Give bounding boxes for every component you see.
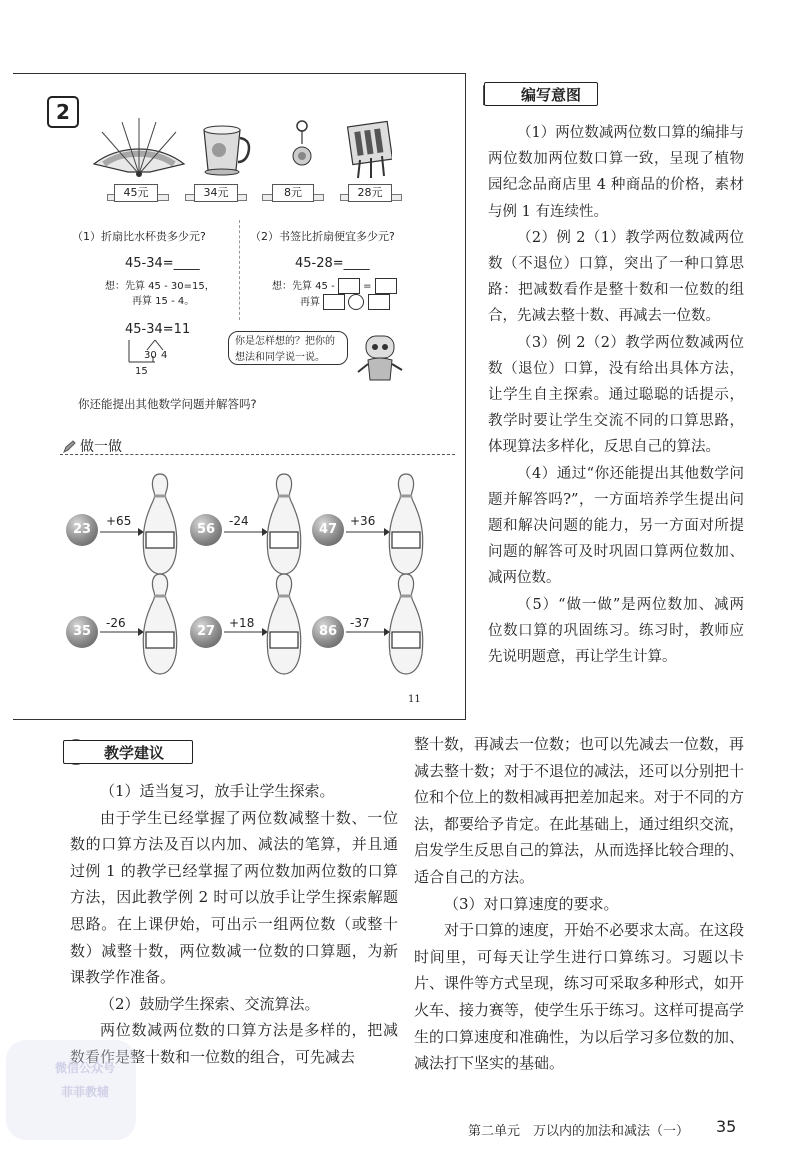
- robot-icon: [352, 330, 408, 388]
- question-2-hint-1: [272, 278, 397, 295]
- split-ones: 4: [161, 350, 168, 361]
- vertical-equation: 45-34=11: [125, 322, 191, 337]
- guide-title: 编写意图: [484, 82, 598, 106]
- question-2-hint-2: [300, 294, 390, 311]
- price-tag-fan: 45元: [114, 184, 158, 202]
- exercise-6-number: 86: [312, 616, 344, 648]
- split-tens: 30: [144, 350, 157, 361]
- price-tag-keychain: 8元: [272, 184, 314, 202]
- exercise-2-number: 56: [190, 514, 222, 546]
- price-tag-bookmark: 28元: [348, 184, 392, 202]
- suggestion-paragraph: 两位数减两位数的口算方法是多样的，把减数看作是整十数和一位数的组合，可先减去: [70, 1021, 398, 1066]
- do-it-divider: [60, 454, 455, 455]
- suggestion-paragraph: （3）对口算速度的要求。: [444, 894, 619, 913]
- bowling-pin-6: [389, 574, 423, 674]
- watermark-line-1: 微信公众号: [54, 1061, 115, 1075]
- bookmarks-icon: [348, 121, 392, 178]
- suggestion-title: 教学建议: [63, 740, 193, 764]
- suggestion-paragraph: 整十数，再减去一位数；也可以先减去一位数，再减去整十数；对于不退位的减法，还可以分别把十位和个位上的数相减再把差加起来。对于不同的方法，都要给予肯定。在此基础上，通过组织交流，启发学生反思自己的算法，从而选择比较合理的、适合自己的方法。: [414, 735, 745, 886]
- question-1-hint-2: 再算 15 - 4。: [132, 296, 195, 307]
- bowling-pin-4: [143, 574, 177, 674]
- guide-paragraph: （1）两位数减两位数口算的编排与两位数加两位数口算一致，呈现了植物园纪念品商店里 4 种商品的价格，素材与例 1 有连续性。: [488, 125, 744, 220]
- suggestion-paragraph: 对于口算的速度，开始不必要求太高。在这段时间里，可每天让学生进行口算练习。习题以卡片、课件等方式呈现，练习可采取多种形式，如开火车、接力赛等，使学生乐于练习。这样可提高学生的口算速度和准确性，为以后学习多位数的加、减法打下坚实的基础。: [414, 921, 745, 1073]
- bowling-pins-diagram: [60, 466, 460, 676]
- page-number: 35: [716, 1117, 737, 1136]
- bowling-pin-1: [143, 474, 177, 574]
- hint-text: 再算: [300, 297, 320, 308]
- hint-text: 想：先算 45 -: [272, 281, 335, 292]
- guide-text: [488, 120, 744, 670]
- chapter-title: 第二单元 万以内的加法和减法（一）: [468, 1124, 690, 1139]
- exercise-3-operation: +36: [350, 514, 376, 528]
- exercise-4-number: 35: [66, 616, 98, 648]
- answer-box: [338, 278, 360, 294]
- question-1-equation: 45-34=____: [125, 256, 200, 271]
- exercise-2-operation: -24: [229, 514, 249, 528]
- speech-bubble: 你是怎样想的？把你的想法和同学说一说。: [228, 331, 348, 365]
- exercise-1-operation: +65: [106, 514, 132, 528]
- pencil-icon: [62, 440, 76, 454]
- cup-icon: [204, 126, 249, 175]
- guide-paragraph: （3）例 2（2）教学两位数减两位数（退位）口算，没有给出具体方法，让学生自主探索。通过聪聪的话提示，教学时要让学生交流不同的口算思路，体现算法多样化，反思自己的算法。: [488, 334, 744, 456]
- suggestion-right-column: [414, 731, 744, 1077]
- operator-circle: [348, 294, 364, 310]
- question-2: （2）书签比折扇便宜多少元?: [250, 230, 395, 243]
- exercise-4-operation: -26: [106, 616, 126, 630]
- guide-paragraph: （4）通过“你还能提出其他数学问题并解答吗?”，一方面培养学生提出问题和解决问题的能力，另一方面对所提问题的解答可及时巩固口算两位数加、减两位数。: [488, 465, 744, 587]
- partial-result: 15: [135, 366, 148, 377]
- keychain-icon: [293, 121, 311, 165]
- suggestion-left-column: [70, 778, 398, 1071]
- question-2-equation: 45-28=____: [295, 256, 370, 271]
- folding-fan-icon: [94, 118, 184, 177]
- question-1: （1）折扇比水杯贵多少元?: [72, 230, 206, 243]
- answer-box: [368, 294, 390, 310]
- suggestion-paragraph: 由于学生已经掌握了两位数减整十数、一位数的口算方法及百以内加、减法的笔算，并且通过例 1 的教学已经掌握了两位数加两位数的口算方法，因此教学例 2 时可以放手让学生探索解题思路。在上课伊始，可出示一组两位数（或整十数）减整十数，两位数减一位数的口算题，为新课教学作准备。: [70, 808, 398, 987]
- exercise-3-number: 47: [312, 514, 344, 546]
- equals-sign: =: [363, 281, 372, 292]
- question-divider: [239, 220, 240, 320]
- guide-paragraph: （2）例 2（1）教学两位数减两位数（不退位）口算，突出了一种口算思路：把减数看作是整十数和一位数的组合，先减去整十数、再减去一位数。: [488, 229, 744, 325]
- exercise-5-number: 27: [190, 616, 222, 648]
- exercise-1-number: 23: [66, 514, 98, 546]
- bowling-pin-2: [267, 474, 301, 574]
- answer-box: [323, 294, 345, 310]
- textbook-page-number: 11: [408, 694, 421, 705]
- example-number: 2: [47, 96, 79, 128]
- price-tag-cup: 34元: [194, 184, 238, 202]
- watermark-line-2: 菲菲教辅: [60, 1085, 109, 1099]
- bowling-pin-5: [267, 574, 301, 674]
- exercise-6-operation: -37: [350, 616, 370, 630]
- suggestion-paragraph: （1）适当复习，放手让学生探索。: [100, 782, 335, 800]
- guide-paragraph: （5）“做一做”是两位数加、减两位数口算的巩固练习。练习时，教师应先说明题意，再让学生计算。: [488, 596, 744, 666]
- exercise-5-operation: +18: [229, 616, 255, 630]
- product-illustrations: [92, 112, 392, 192]
- answer-box: [375, 278, 397, 294]
- question-1-hint-1: 想：先算 45 - 30=15，: [105, 281, 215, 292]
- extra-question: 你还能提出其他数学问题并解答吗?: [78, 397, 257, 411]
- suggestion-paragraph: （2）鼓励学生探索、交流算法。: [100, 994, 320, 1013]
- do-it-title: 做一做: [80, 439, 122, 455]
- bowling-pin-3: [389, 474, 423, 574]
